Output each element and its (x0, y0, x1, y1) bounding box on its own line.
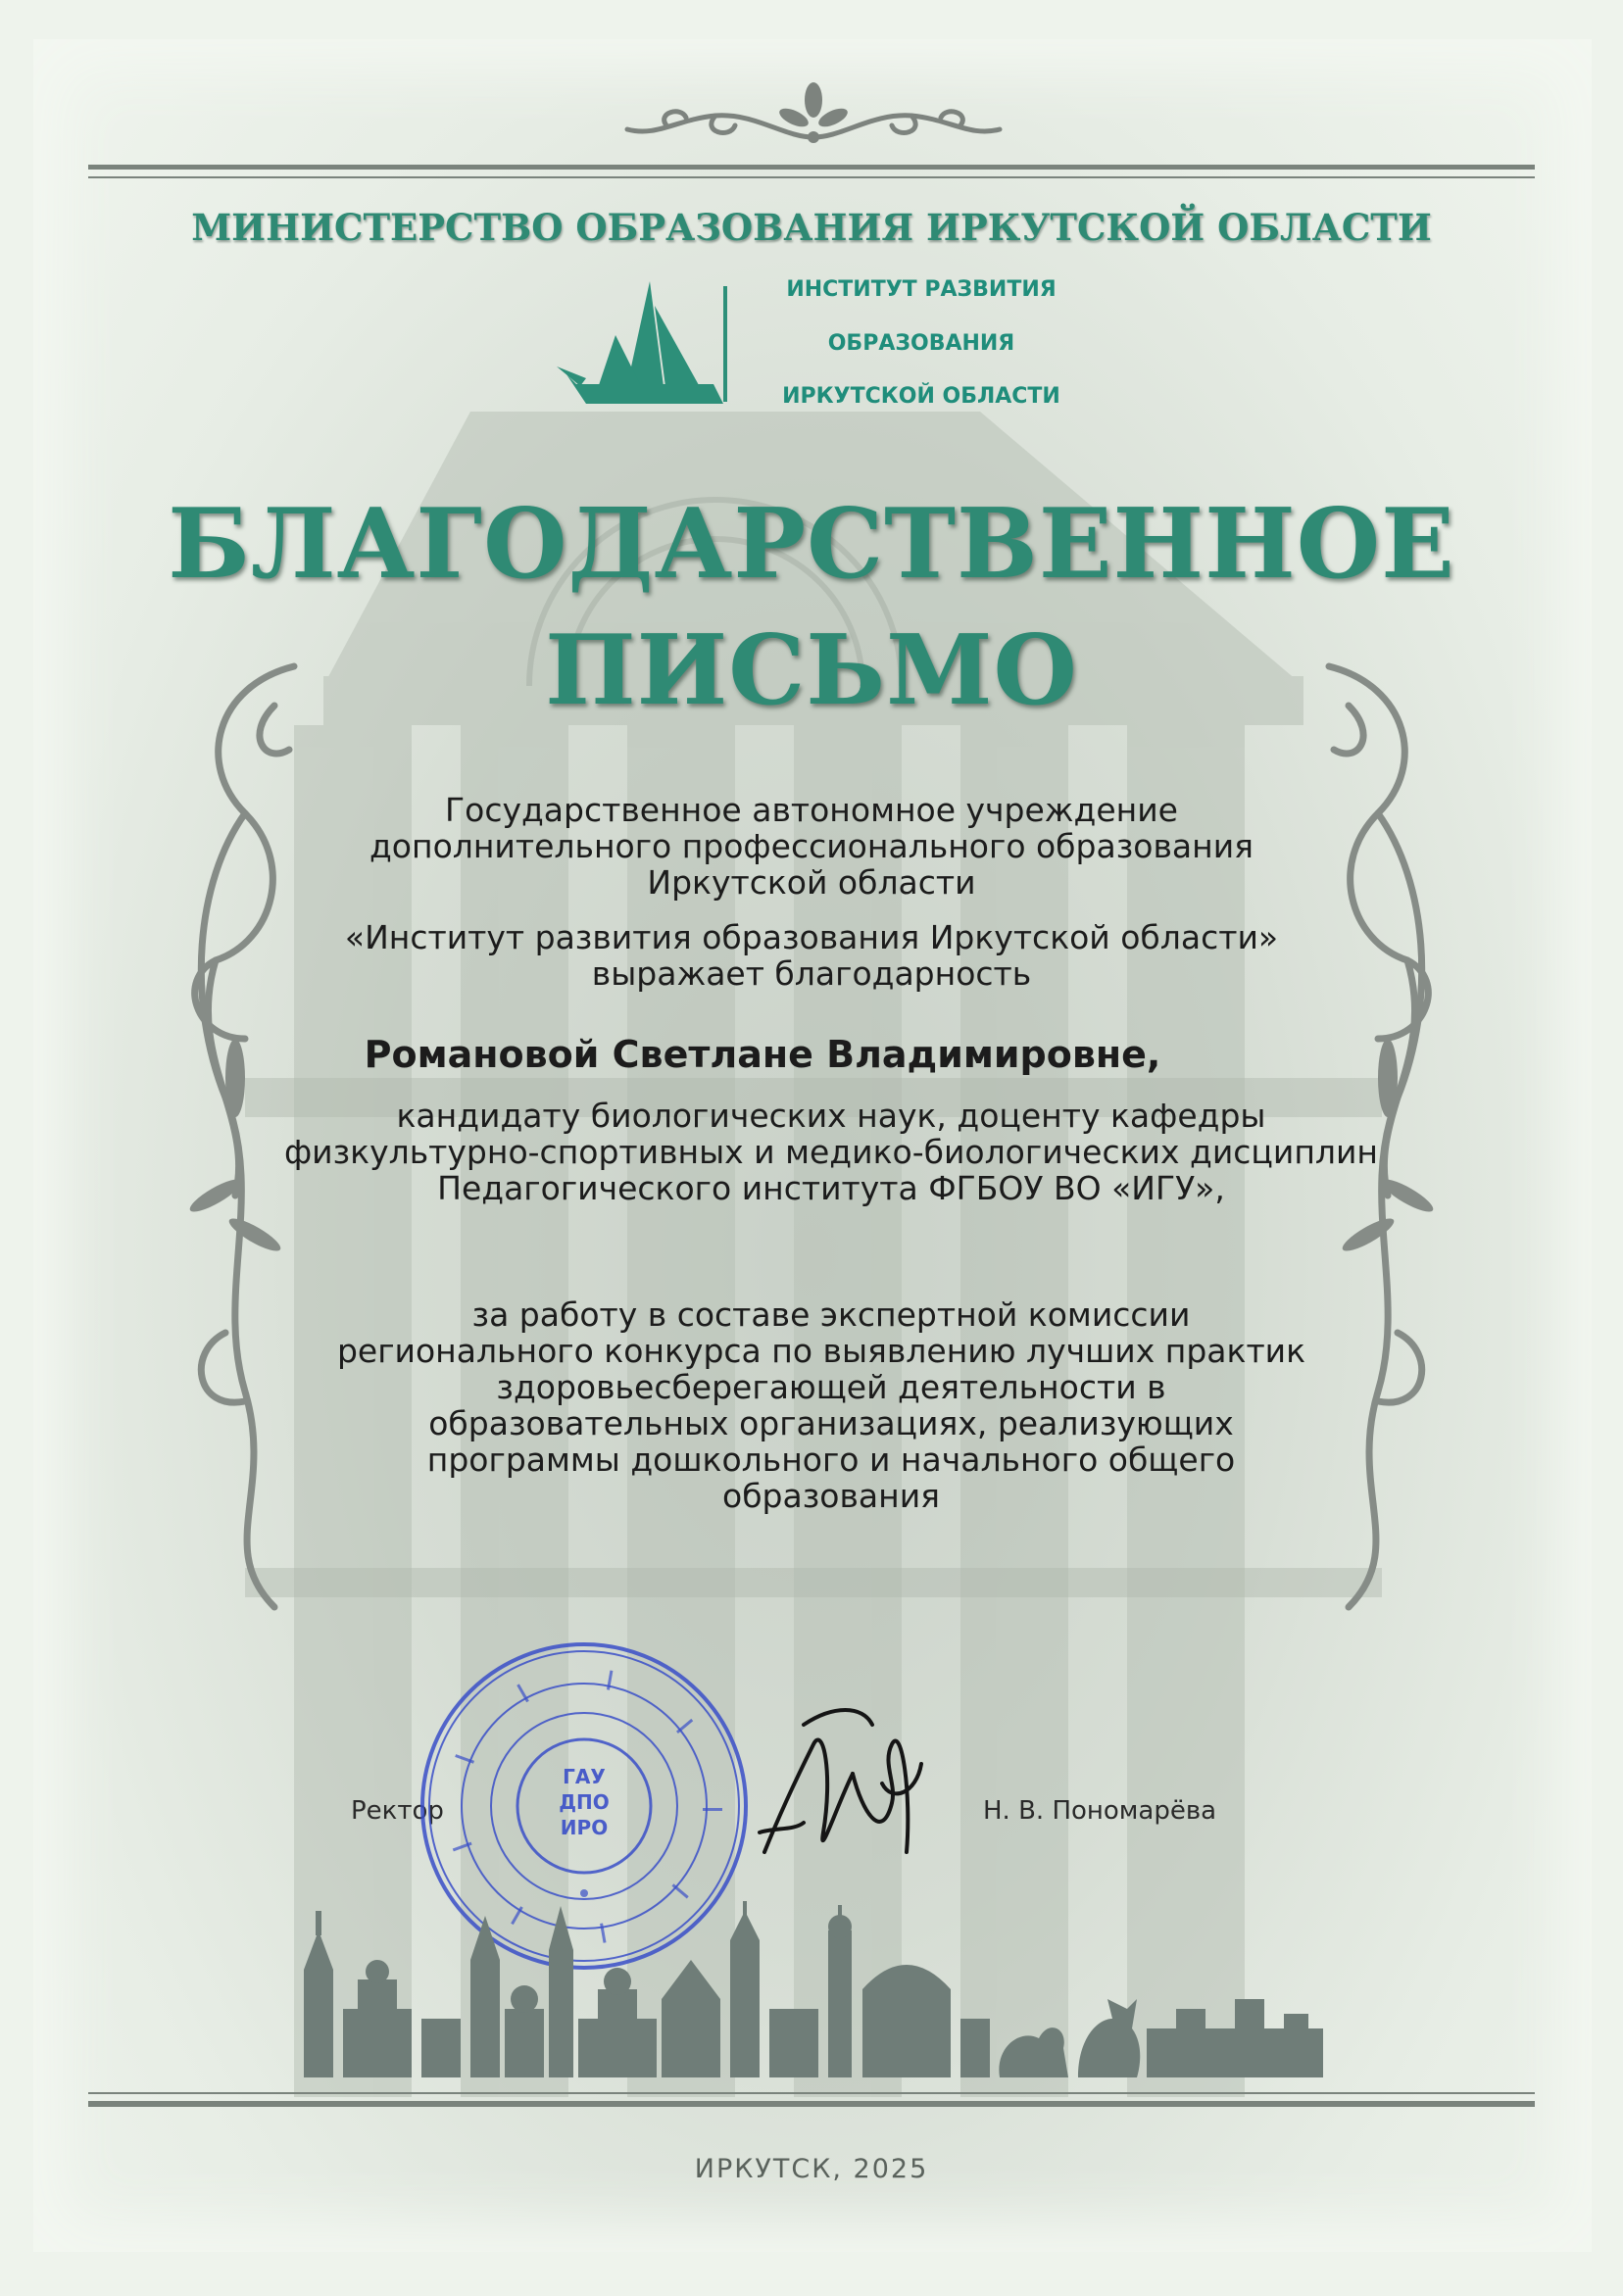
stamp-center-line: ГАУ (563, 1765, 606, 1788)
footer-city-year: ИРКУТСК, 2025 (694, 2154, 929, 2184)
ship-logo-icon (557, 276, 733, 414)
city-skyline-icon (294, 1901, 1333, 2077)
stamp-center-line: ДПО ИРО (559, 1790, 610, 1839)
top-scroll-ornament-icon (608, 78, 1019, 157)
signer-name: Н. В. Пономарёва (983, 1796, 1217, 1826)
issuer-line-1: Государственное автономное учреждение (445, 791, 1178, 829)
reason-line-5: программы дошкольного и начального общего (426, 1441, 1236, 1479)
institute-name-line-2: ОБРАЗОВАНИЯ (827, 331, 1015, 356)
bottom-rule-thick (88, 2101, 1535, 2107)
recipient-position-line-2: физкультурно-спортивных и медико-биологических дисциплин (283, 1133, 1379, 1171)
signature-icon (745, 1685, 941, 1881)
reason-line-3: здоровьесберегающей деятельности в (496, 1368, 1166, 1406)
reason-line-1: за работу в составе экспертной комиссии (471, 1295, 1191, 1334)
issuer-action: выражает благодарность (591, 954, 1032, 993)
institute-name-line-1: ИНСТИТУТ РАЗВИТИЯ (786, 277, 1057, 302)
issuer-name: «Институт развития образования Иркутской области» (344, 918, 1279, 956)
reason-line-4: образовательных организациях, реализующих (428, 1404, 1234, 1442)
signer-role: Ректор (351, 1796, 444, 1826)
bottom-rule-thin (88, 2092, 1535, 2094)
top-rule-thin (88, 176, 1535, 178)
ministry-title: МИНИСТЕРСТВО ОБРАЗОВАНИЯ ИРКУТСКОЙ ОБЛАСТИ (191, 206, 1432, 249)
institute-name-line-3: ИРКУТСКОЙ ОБЛАСТИ (782, 384, 1060, 409)
issuer-line-2: дополнительного профессионального образования (369, 827, 1254, 865)
reason-line-6: образования (722, 1477, 940, 1515)
recipient-position-line-3: Педагогического института ФГБОУ ВО «ИГУ», (437, 1169, 1225, 1207)
document-title-line-1: БЛАГОДАРСТВЕННОЕ (168, 488, 1455, 601)
issuer-line-3: Иркутской области (647, 863, 976, 902)
recipient-name: Романовой Светлане Владимировне, (364, 1033, 1161, 1076)
reason-line-2: регионального конкурса по выявлению лучших практик (336, 1332, 1306, 1370)
recipient-position-line-1: кандидату биологических наук, доценту кафедры (396, 1097, 1266, 1135)
top-rule-thick (88, 165, 1535, 170)
stamp-center-text (535, 1764, 633, 1840)
document-title-line-2: ПИСЬМО (545, 614, 1078, 727)
